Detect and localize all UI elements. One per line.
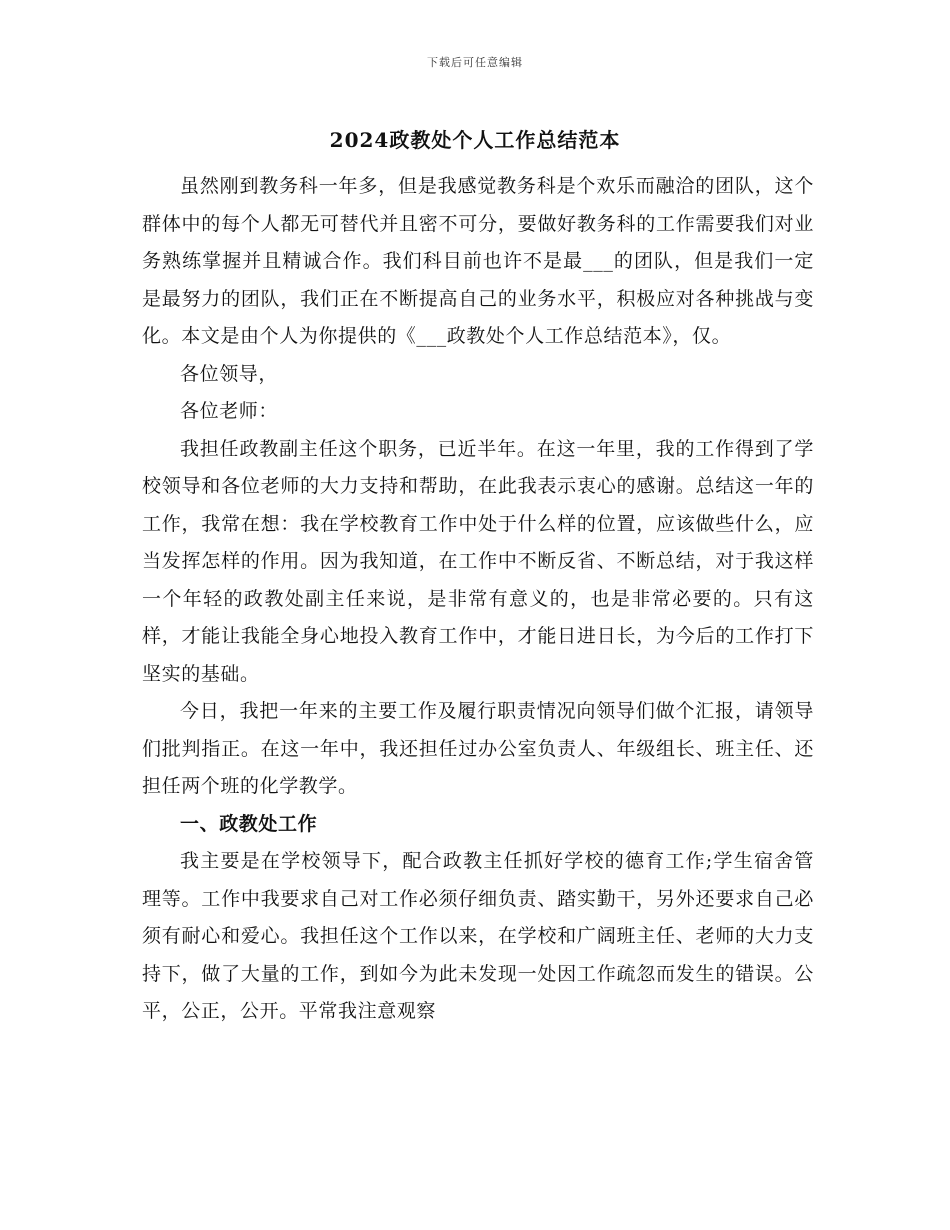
document-title: 2024政教处个人工作总结范本: [329, 128, 621, 152]
body-paragraph: 我担任政教副主任这个职务，已近半年。在这一年里，我的工作得到了学校领导和各位老师的大力支持和帮助，在此我表示衷心的感谢。总结这一年的工作，我常在想：我在学校教育工作中处于什么样的位置，应该做些什么，应当发挥怎样的作用。因为我知道，在工作中不断反省、不断总结，对于我这样一个年轻的政教处副主任来说，是非常有意义的，也是非常必要的。只有这样，才能让我能全身心地投入教育工作中，才能日进日长，为今后的工作打下坚实的基础。: [142, 437, 814, 685]
salutation-teachers: 各位老师：: [180, 400, 279, 422]
salutation-leaders: 各位领导，: [180, 362, 279, 385]
header-note: 下载后可任意编辑: [427, 56, 523, 69]
section-heading: 一、政教处工作: [180, 812, 318, 835]
section-paragraph: 我主要是在学校领导下，配合政教主任抓好学校的德育工作;学生宿舍管理等。工作中我要求自己对工作必须仔细负责、踏实勤干，另外还要求自己必须有耐心和爱心。我担任这个工作以来，在学校和广阔班主任、老师的大力支持下，做了大量的工作，到如今为此未发现一处因工作疏忽而发生的错误。公平，公正，公开。平常我注意观察: [142, 850, 814, 1022]
body-paragraph: 今日，我把一年来的主要工作及履行职责情况向领导们做个汇报，请领导们批判指正。在这一年中，我还担任过办公室负责人、年级组长、班主任、还担任两个班的化学教学。: [142, 700, 814, 797]
document-body: [142, 168, 814, 1031]
intro-paragraph: 虽然刚到教务科一年多，但是我感觉教务科是个欢乐而融洽的团队，这个群体中的每个人都无可替代并且密不可分，要做好教务科的工作需要我们对业务熟练掌握并且精诚合作。我们科目前也许不是最___的团队，但是我们一定是最努力的团队，我们正在不断提高自己的业务水平，积极应对各种挑战与变化。本文是由个人为你提供的《___政教处个人工作总结范本》，仅。: [142, 175, 814, 347]
